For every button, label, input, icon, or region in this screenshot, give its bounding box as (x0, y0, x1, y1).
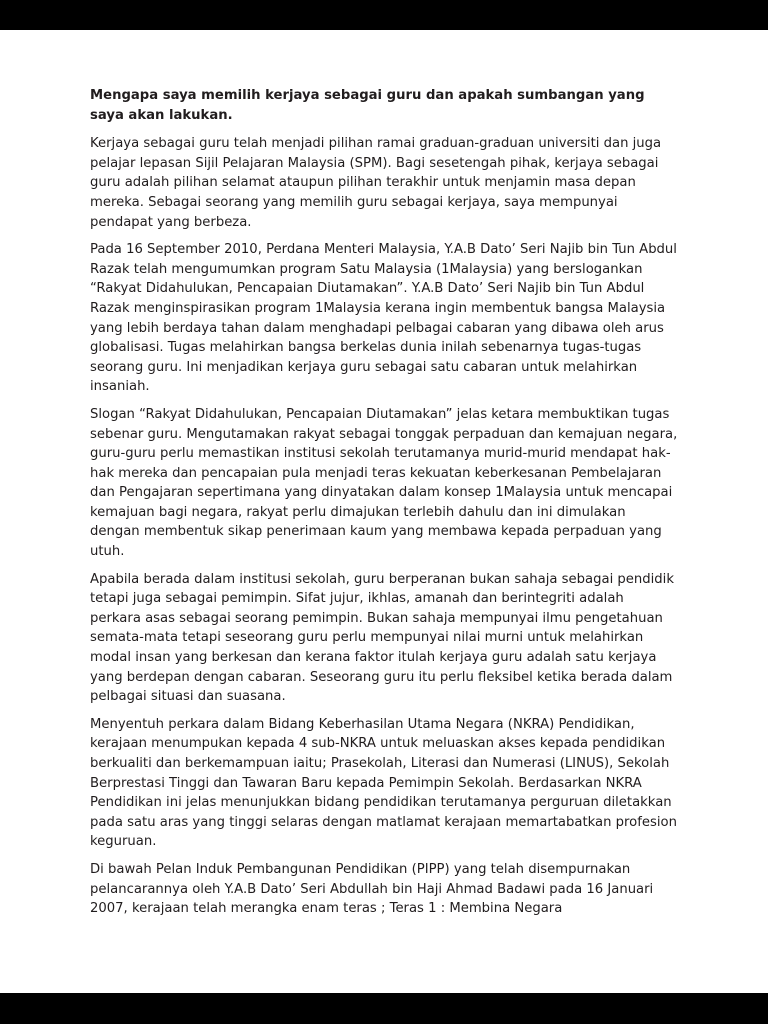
paragraph-5: Menyentuh perkara dalam Bidang Keberhasilan Utama Negara (NKRA) Pendidikan, kerajaan menumpukan kepada 4 sub-NKRA untuk meluaskan akses kepada pendidikan berkualiti dan berkemampuan iaitu; Prasekolah, Literasi dan Numerasi (LINUS), Sekolah Berprestasi Tinggi dan Tawaran Baru kepada Pemimpin Sekolah. Berdasarkan NKRA Pendidikan ini jelas menunjukkan bidang pendidikan terutamanya perguruan diletakkan pada satu aras yang tinggi selaras dengan matlamat kerajaan memartabatkan profesion keguruan. (90, 716, 677, 850)
paragraph-4: Apabila berada dalam institusi sekolah, guru berperanan bukan sahaja sebagai pendidik tetapi juga sebagai pemimpin. Sifat jujur, ikhlas, amanah dan berintegriti adalah perkara asas sebagai seorang pemimpin. Bukan sahaja mempunyai ilmu pengetahuan semata-mata tetapi seseorang guru perlu mempunyai nilai murni untuk melahirkan modal insan yang berkesan dan kerana faktor itulah kerjaya guru adalah satu kerjaya yang berdepan dengan cabaran. Seseorang guru itu perlu fleksibel ketika berada dalam pelbagai situasi dan suasana. (90, 571, 674, 705)
paragraph-2: Pada 16 September 2010, Perdana Menteri Malaysia, Y.A.B Dato’ Seri Najib bin Tun Abdul Razak telah mengumumkan program Satu Malaysia (1Malaysia) yang berslogankan “Rakyat Didahulukan, Pencapaian Diutamakan”. Y.A.B Dato’ Seri Najib bin Tun Abdul Razak menginspirasikan program 1Malaysia kerana ingin membentuk bangsa Malaysia yang lebih berdaya tahan dalam menghadapi pelbagai cabaran yang dibawa oleh arus globalisasi. Tugas melahirkan bangsa berkelas dunia inilah sebenarnya tugas-tugas seorang guru. Ini menjadikan kerjaya guru sebagai satu cabaran untuk melahirkan insaniah. (90, 242, 677, 395)
paragraph-3: Slogan “Rakyat Didahulukan, Pencapaian Diutamakan” jelas ketara membuktikan tugas sebenar guru. Mengutamakan rakyat sebagai tonggak perpaduan dan kemajuan negara, guru-guru perlu memastikan institusi sekolah terutamanya murid-murid mendapat hak-hak mereka dan pencapaian pula menjadi teras kekuatan keberkesanan Pembelajaran dan Pengajaran sepertimana yang dinyatakan dalam konsep 1Malaysia untuk mencapai kemajuan bagi negara, rakyat perlu dimajukan terlebih dahulu dan ini dimulakan dengan membentuk sikap penerimaan kaum yang membawa kepada perpaduan yang utuh. (90, 406, 678, 560)
document-title: Mengapa saya memilih kerjaya sebagai guru dan apakah sumbangan yang saya akan lakukan. (90, 88, 645, 123)
letterbox-top-bar (0, 0, 768, 30)
paragraph-1: Kerjaya sebagai guru telah menjadi pilihan ramai graduan-graduan universiti dan juga pelajar lepasan Sijil Pelajaran Malaysia (SPM). Bagi sesetengah pihak, kerjaya sebagai guru adalah pilihan selamat ataupun pilihan terakhir untuk menjamin masa depan mereka. Sebagai seorang yang memilih guru sebagai kerjaya, saya mempunyai pendapat yang berbeza. (90, 136, 662, 230)
letterbox-bottom-bar (0, 993, 768, 1024)
document-page (0, 30, 768, 993)
document-content (0, 30, 768, 919)
paragraph-6: Di bawah Pelan Induk Pembangunan Pendidikan (PIPP) yang telah disempurnakan pelancarannya oleh Y.A.B Dato’ Seri Abdullah bin Haji Ahmad Badawi pada 16 Januari 2007, kerajaan telah merangka enam teras ; Teras 1 : Membina Negara (90, 861, 654, 917)
